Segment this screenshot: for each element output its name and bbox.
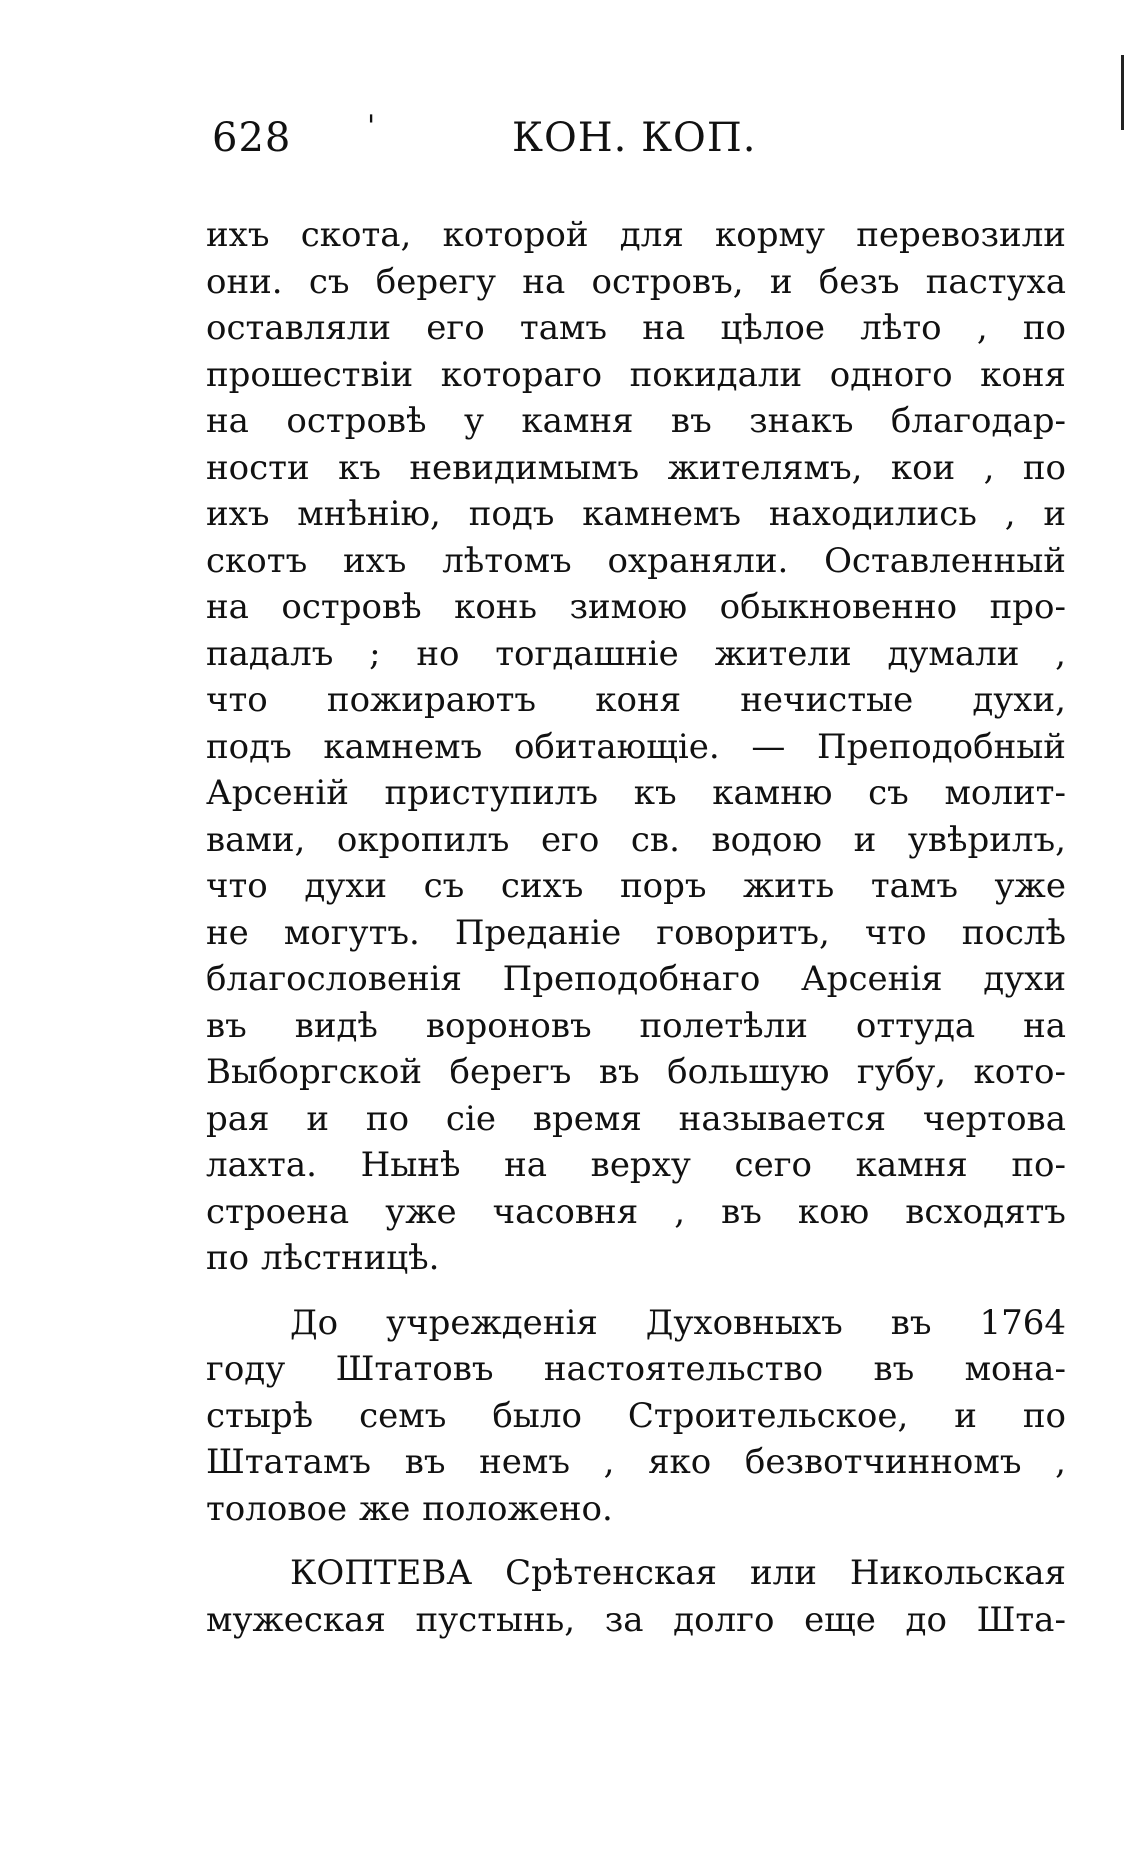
- word: приступилъ: [384, 773, 599, 813]
- page-number: 628: [212, 115, 292, 161]
- word: тамъ: [870, 866, 958, 906]
- word: ,: [603, 1442, 615, 1482]
- word: но: [416, 633, 460, 674]
- word: которой: [442, 215, 589, 255]
- word: видѣ: [294, 1005, 378, 1046]
- word: нечистые: [740, 680, 914, 720]
- word: покидали: [629, 354, 803, 395]
- word: Шта-: [976, 1599, 1066, 1640]
- word: скотъ: [206, 540, 308, 581]
- word: время: [532, 1098, 642, 1139]
- word: ихъ: [342, 540, 407, 581]
- word: по: [1022, 308, 1066, 348]
- word: что: [864, 912, 927, 953]
- word: Штатамъ: [206, 1442, 372, 1482]
- word: толовое: [206, 1488, 348, 1529]
- word: въ: [873, 1349, 915, 1389]
- word: губу,: [856, 1052, 947, 1092]
- word: Арсенія: [800, 959, 943, 999]
- paragraph-gap: [206, 1532, 1066, 1550]
- text-line: [206, 491, 1066, 538]
- text-line: [206, 956, 1066, 1003]
- text-line: [206, 1597, 1066, 1644]
- word: безъ: [818, 261, 900, 302]
- word: по: [1022, 447, 1066, 488]
- text-line: [206, 212, 1066, 259]
- word: ихъ: [206, 215, 270, 255]
- word: падалъ: [206, 633, 334, 674]
- text-line: [206, 1486, 1066, 1533]
- word: мужеская: [206, 1599, 386, 1640]
- word: семъ: [359, 1395, 447, 1436]
- word: —: [751, 726, 786, 767]
- word: пожираютъ: [326, 680, 537, 720]
- word: чертова: [922, 1098, 1066, 1139]
- paragraph-gap: [206, 1282, 1066, 1300]
- word: въ: [721, 1191, 762, 1232]
- word: уже: [385, 1191, 457, 1232]
- word: прошествіи: [206, 354, 414, 395]
- word: охраняли.: [607, 540, 789, 581]
- word: могутъ.: [283, 912, 420, 953]
- word: кото-: [973, 1052, 1066, 1092]
- word: ,: [1055, 1442, 1066, 1482]
- text-line: [206, 1142, 1066, 1189]
- word: же: [358, 1488, 411, 1529]
- word: сихъ: [500, 866, 584, 906]
- text-line: [206, 1049, 1066, 1096]
- word: котораго: [440, 354, 603, 395]
- word: цѣлое: [720, 308, 825, 348]
- text-line: [206, 631, 1066, 678]
- word: ,: [983, 447, 995, 488]
- word: безвотчинномъ: [744, 1442, 1022, 1482]
- word: берегу: [375, 261, 497, 302]
- word: мнѣнію,: [297, 494, 441, 534]
- text-line: [206, 445, 1066, 492]
- word: его: [426, 308, 485, 348]
- word: лѣтомъ: [442, 540, 572, 581]
- word: и: [954, 1395, 977, 1436]
- word: тогдашніе: [495, 633, 679, 674]
- word: немъ: [479, 1442, 570, 1482]
- word: еще: [804, 1599, 876, 1640]
- word: Духовныхъ: [645, 1302, 843, 1343]
- word: коня: [980, 354, 1066, 395]
- word: лахта.: [206, 1145, 317, 1185]
- word: на: [206, 587, 249, 627]
- word: тамъ: [519, 308, 608, 348]
- word: стырѣ: [206, 1395, 314, 1436]
- word: къ: [633, 773, 677, 813]
- word: для: [619, 215, 684, 255]
- word: находились: [768, 494, 977, 534]
- word: у: [463, 401, 484, 441]
- word: камнемъ: [323, 726, 483, 767]
- word: сіе: [445, 1098, 496, 1139]
- word: невидимымъ: [409, 447, 640, 488]
- word: что: [206, 680, 268, 720]
- word: духи,: [972, 680, 1066, 720]
- word: говоритъ,: [656, 912, 830, 953]
- word: подъ: [206, 726, 292, 767]
- word: въ: [890, 1302, 932, 1343]
- word: всходятъ: [905, 1191, 1066, 1232]
- word: жителямъ,: [667, 447, 863, 488]
- word: духи: [983, 959, 1066, 999]
- word: они.: [206, 261, 283, 302]
- word: съ: [423, 866, 465, 906]
- text-line: [206, 584, 1066, 631]
- running-head: КОН. КОП.: [512, 115, 757, 161]
- word: Арсеній: [206, 773, 349, 813]
- word: большую: [667, 1052, 830, 1092]
- word: обыкновенно: [719, 587, 958, 627]
- word: и: [769, 261, 793, 302]
- word: 1764: [979, 1302, 1066, 1343]
- text-line: [206, 1346, 1066, 1393]
- word: оставляли: [206, 308, 392, 348]
- word: на: [642, 308, 686, 348]
- word: и: [1043, 494, 1066, 534]
- word: вороновъ: [425, 1005, 592, 1046]
- word: лѣто: [860, 308, 942, 348]
- word: поръ: [619, 866, 707, 906]
- text-line: [206, 1300, 1066, 1347]
- word: кою: [797, 1191, 870, 1232]
- word: въ: [670, 401, 712, 441]
- word: на: [206, 401, 249, 441]
- word: на: [504, 1145, 548, 1185]
- text-line: [206, 677, 1066, 724]
- text-line: [206, 398, 1066, 445]
- word: жители: [714, 633, 852, 674]
- word: часовня: [492, 1191, 639, 1232]
- word: яко: [648, 1442, 712, 1482]
- word: ,: [1004, 494, 1016, 534]
- word: по-: [1011, 1145, 1066, 1185]
- word: году: [206, 1349, 286, 1389]
- word: окропилъ: [336, 819, 510, 860]
- word: на: [1023, 1005, 1066, 1046]
- word: До: [290, 1302, 339, 1343]
- word: Преподобный: [817, 726, 1066, 767]
- text-line: [206, 352, 1066, 399]
- word: корму: [715, 215, 825, 255]
- word: что: [206, 866, 268, 906]
- word: благословенія: [206, 959, 462, 999]
- word: ,: [674, 1191, 686, 1232]
- word: къ: [338, 447, 381, 488]
- word: жить: [743, 866, 835, 906]
- word: рая: [206, 1098, 270, 1139]
- word: островѣ: [281, 587, 422, 627]
- word: зимою: [569, 587, 688, 627]
- word: Никольская: [849, 1553, 1066, 1593]
- word: и: [853, 819, 877, 860]
- text-line: [206, 259, 1066, 306]
- word: пастуха: [925, 261, 1066, 302]
- word: по: [206, 1238, 250, 1278]
- word: въ: [598, 1052, 640, 1092]
- word: Выборгской: [206, 1052, 422, 1092]
- word: за: [604, 1599, 644, 1640]
- word: коня: [595, 680, 682, 720]
- word: одного: [829, 354, 953, 395]
- text-line: [206, 1003, 1066, 1050]
- text-line: [206, 1235, 1066, 1282]
- word: Нынѣ: [360, 1145, 461, 1185]
- word: камня: [521, 401, 634, 441]
- text-line: [206, 1189, 1066, 1236]
- word: послѣ: [961, 912, 1066, 953]
- scan-edge-line: [1121, 55, 1124, 130]
- word: про-: [989, 587, 1066, 627]
- word: камнемъ: [582, 494, 742, 534]
- header-mark: ': [367, 109, 377, 144]
- word: св.: [630, 819, 680, 860]
- word: называется: [678, 1098, 887, 1139]
- word: верху: [590, 1145, 691, 1185]
- paragraph: [206, 1550, 1066, 1643]
- word: думали: [887, 633, 1020, 674]
- word: съ: [868, 773, 909, 813]
- text-line: [206, 1393, 1066, 1440]
- word: Преподобнаго: [502, 959, 761, 999]
- paragraph: [206, 212, 1066, 1282]
- word: ;: [369, 633, 381, 674]
- word: съ: [308, 261, 350, 302]
- word: островъ,: [591, 261, 744, 302]
- page-header: [212, 109, 772, 175]
- word: водою: [711, 819, 823, 860]
- word: мона-: [964, 1349, 1066, 1389]
- word: на: [522, 261, 566, 302]
- word: учрежденія: [386, 1302, 598, 1343]
- word: или: [749, 1553, 817, 1593]
- text-line: [206, 1550, 1066, 1597]
- word: лѣстницѣ.: [261, 1238, 440, 1278]
- word: Строительское,: [627, 1395, 909, 1436]
- word: до: [905, 1599, 947, 1640]
- word: Оставленный: [824, 540, 1066, 581]
- word: ,: [1055, 633, 1066, 674]
- word: въ: [206, 1005, 247, 1046]
- word: по: [365, 1098, 410, 1139]
- text-line: [206, 910, 1066, 957]
- word: было: [492, 1395, 582, 1436]
- text-line: [206, 770, 1066, 817]
- word: положено.: [422, 1488, 613, 1529]
- word: островѣ: [286, 401, 427, 441]
- body-text: [206, 212, 1066, 1643]
- word: не: [206, 912, 249, 953]
- text-line: [206, 817, 1066, 864]
- text-line: [206, 305, 1066, 352]
- word: ности: [206, 447, 310, 488]
- text-line: [206, 1439, 1066, 1486]
- word: вами,: [206, 819, 306, 860]
- word: духи: [304, 866, 388, 906]
- word: ихъ: [206, 494, 270, 534]
- text-line: [206, 1096, 1066, 1143]
- word: оттуда: [855, 1005, 976, 1046]
- word: долго: [673, 1599, 775, 1640]
- text-line: [206, 863, 1066, 910]
- text-line: [206, 538, 1066, 585]
- word: строена: [206, 1191, 350, 1232]
- word: въ: [404, 1442, 446, 1482]
- word: камню: [712, 773, 833, 813]
- word: перевозили: [856, 215, 1066, 255]
- word: пустынь,: [415, 1599, 576, 1640]
- word: ,: [976, 308, 988, 348]
- word: подъ: [468, 494, 555, 534]
- word: и: [306, 1098, 330, 1139]
- word: Штатовъ: [335, 1349, 494, 1389]
- word: КОПТЕВА: [290, 1553, 473, 1593]
- word: кои: [890, 447, 956, 488]
- word: полетѣли: [639, 1005, 808, 1046]
- word: Преданіе: [454, 912, 622, 953]
- word: увѣрилъ,: [907, 819, 1066, 860]
- word: обитающіе.: [513, 726, 720, 767]
- word: по: [1022, 1395, 1066, 1436]
- word: скота,: [300, 215, 412, 255]
- word: молит-: [944, 773, 1066, 813]
- word: конь: [454, 587, 537, 627]
- word: камня: [855, 1145, 968, 1185]
- word: Срѣтенская: [505, 1553, 717, 1593]
- word: его: [540, 819, 600, 860]
- word: уже: [994, 866, 1066, 906]
- word: настоятельство: [543, 1349, 824, 1389]
- text-line: [206, 724, 1066, 771]
- word: благодар-: [890, 401, 1066, 441]
- word: берегъ: [449, 1052, 572, 1092]
- word: сего: [734, 1145, 812, 1185]
- word: знакъ: [749, 401, 854, 441]
- paragraph: [206, 1300, 1066, 1533]
